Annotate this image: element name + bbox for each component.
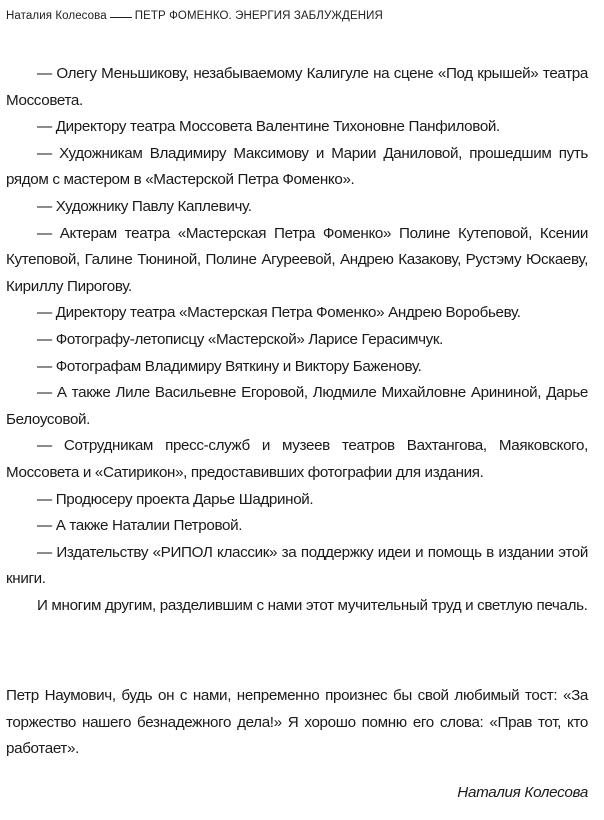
paragraph: — Художникам Владимиру Максимову и Марии Даниловой, прошедшим путь рядом с мастером в «Мастерской Петра Фоменко».: [6, 144, 588, 189]
closing-paragraph-block: [6, 683, 588, 763]
paragraph: И многим другим, разделившим с нами этот мучительный труд и светлую печаль.: [37, 596, 588, 614]
paragraph: — А также Лиле Васильевне Егоровой, Людмиле Михайловне Арининой, Дарье Белоусовой.: [6, 384, 588, 428]
paragraph: — Директору театра «Мастерская Петра Фоменко» Андрею Воробьеву.: [37, 304, 521, 322]
paragraph: — Издательству «РИПОЛ классик» за поддержку идеи и помощь в издании этой книги.: [6, 543, 588, 588]
acknowledgements-list: [6, 61, 588, 619]
paragraph: — Директору театра Моссовета Валентине Тихоновне Панфиловой.: [37, 118, 500, 136]
author-signature: Наталия Колесова: [457, 784, 588, 801]
header-author: Наталия Колесова: [6, 10, 107, 22]
header-rule: [110, 17, 132, 18]
paragraph: — Художнику Павлу Каплевичу.: [37, 197, 252, 215]
paragraph: — Продюсеру проекта Дарье Шадриной.: [37, 490, 314, 508]
paragraph: — Олегу Меньшикову, незабываемому Калигуле на сцене «Под крышей» театра Моссовета.: [6, 65, 588, 109]
paragraph: — Сотрудникам пресс-служб и музеев театров Вахтангова, Маяковского, Моссовета и «Сатирикон», предоставивших фотографии для издания.: [6, 437, 588, 481]
paragraph: — Актерам театра «Мастерская Петра Фоменко» Полине Кутеповой, Ксении Кутеповой, Галине Тюниной, Полине Агуреевой, Андрею Казакову, Рустэму Юскаеву, Кириллу Пирогову.: [6, 224, 588, 295]
header-title: ПЕТР ФОМЕНКО. ЭНЕРГИЯ ЗАБЛУЖДЕНИЯ: [134, 10, 383, 22]
closing-paragraph: Петр Наумович, будь он с нами, непременно произнес бы свой любимый тост: «За торжество нашего безнадежного дела!» Я хорошо помню его слова: «Прав тот, кто работает».: [6, 687, 588, 758]
running-header: [6, 10, 383, 22]
paragraph: — А также Наталии Петровой.: [37, 517, 243, 535]
paragraph: — Фотографу-летописцу «Мастерской» Ларисе Герасимчук.: [37, 330, 444, 348]
paragraph: — Фотографам Владимиру Вяткину и Виктору Баженову.: [37, 357, 422, 375]
